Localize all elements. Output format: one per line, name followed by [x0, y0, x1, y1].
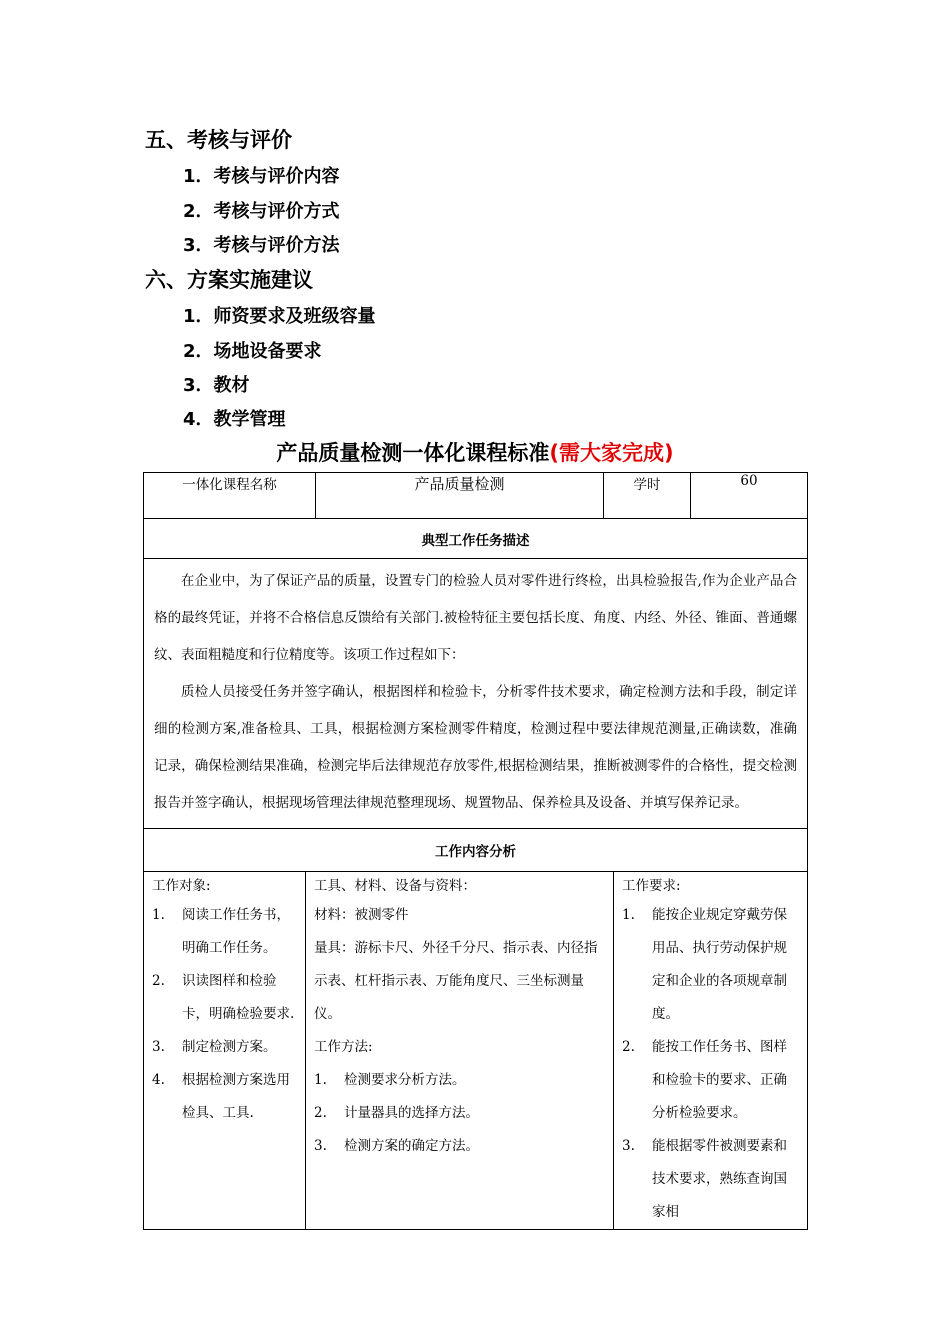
- work-objects-list: [144, 899, 305, 1130]
- work-requirements-label: 工作要求:: [622, 878, 681, 894]
- hours-label: 学时: [604, 473, 691, 519]
- task-description-row: [144, 559, 808, 829]
- section-heading-assessment: 五、考核与评价: [145, 128, 292, 152]
- work-requirements-list: [614, 899, 807, 1229]
- work-requirements-cell: [614, 872, 808, 1230]
- task-description-paragraph-1: 在企业中，为了保证产品的质量，设置专门的检验人员对零件进行终检，出具检验报告,作为企业产品合格的最终凭证，并将不合格信息反馈给有关部门.被检特征主要包括长度、角度、内经、外径、锥面、普通螺纹、表面粗糙度和行位精度等。该项工作过程如下：: [154, 573, 798, 663]
- task-description: [144, 559, 808, 829]
- task-heading: 典型工作任务描述: [144, 519, 808, 559]
- subsection-assessment-method: 3．考核与评价方法: [183, 235, 340, 256]
- subsection-assessment-content: 1．考核与评价内容: [183, 166, 340, 187]
- work-methods-label: 工作方法:: [314, 1039, 373, 1055]
- section-heading-implementation: 六、方案实施建议: [145, 268, 313, 292]
- work-objects-label: 工作对象:: [152, 878, 211, 894]
- hours-value: 60: [691, 473, 808, 519]
- document-title-note: (需大家完成): [549, 441, 674, 465]
- course-standard-table: [143, 472, 808, 1230]
- list-item: 3. 检测方案的确定方法。: [314, 1138, 479, 1154]
- document-title-main: 产品质量检测一体化课程标准: [276, 441, 550, 465]
- task-description-paragraph-2: 质检人员接受任务并签字确认，根据图样和检验卡，分析零件技术要求，确定检测方法和手段，制定详细的检测方案,准备检具、工具，根据检测方案检测零件精度，检测过程中要法律规范测量,正确读数，准确记录，确保检测结果准确，检测完毕后法律规范存放零件,根据检测结果，推断被测零件的合格性，提交检测报告并签字确认，根据现场管理法律规范整理现场、规置物品、保养检具及设备、并填写保养记录。: [154, 684, 798, 811]
- work-objects-cell: [144, 872, 306, 1230]
- subsection-facilities: 2．场地设备要求: [183, 341, 322, 362]
- subsection-teaching-management: 4．教学管理: [183, 409, 286, 430]
- list-item: 2. 计量器具的选择方法。: [314, 1105, 479, 1121]
- task-heading-row: [144, 519, 808, 559]
- list-item: 2. 能按工作任务书、图样和检验卡的要求、正确分析检验要求。: [622, 1039, 787, 1121]
- list-item: 2. 识读图样和检验卡，明确检验要求.: [152, 973, 295, 1022]
- course-name-label: 一体化课程名称: [144, 473, 316, 519]
- work-methods-list: [306, 1064, 613, 1163]
- list-item: 3. 能根据零件被测要素和技术要求，熟练查询国家相: [622, 1138, 787, 1220]
- content-heading-row: [144, 829, 808, 872]
- course-info-row: [144, 473, 808, 519]
- list-item: 4. 根据检测方案选用检具、工具.: [152, 1072, 290, 1121]
- document-title: [0, 437, 950, 467]
- content-heading: 工作内容分析: [144, 829, 808, 872]
- materials-text: 材料：被测零件: [314, 907, 409, 923]
- subsection-assessment-form: 2．考核与评价方式: [183, 201, 340, 222]
- list-item: 3. 制定检测方案。: [152, 1039, 277, 1055]
- gauges-text: 量具：游标卡尺、外径千分尺、指示表、内径指示表、杠杆指示表、万能角度尺、三坐标测量仪。: [314, 940, 598, 1022]
- tools-materials-label: 工具、材料、设备与资料：: [314, 878, 476, 894]
- list-item: 1. 能按企业规定穿戴劳保用品、执行劳动保护规定和企业的各项规章制度。: [622, 907, 787, 1022]
- content-analysis-row: [144, 872, 808, 1230]
- subsection-textbooks: 3．教材: [183, 375, 250, 396]
- list-item: 1. 检测要求分析方法。: [314, 1072, 466, 1088]
- list-item: 1. 阅读工作任务书，明确工作任务。: [152, 907, 290, 956]
- subsection-teachers: 1．师资要求及班级容量: [183, 306, 376, 327]
- course-name-value: 产品质量检测: [316, 473, 604, 519]
- tools-materials-cell: [306, 872, 614, 1230]
